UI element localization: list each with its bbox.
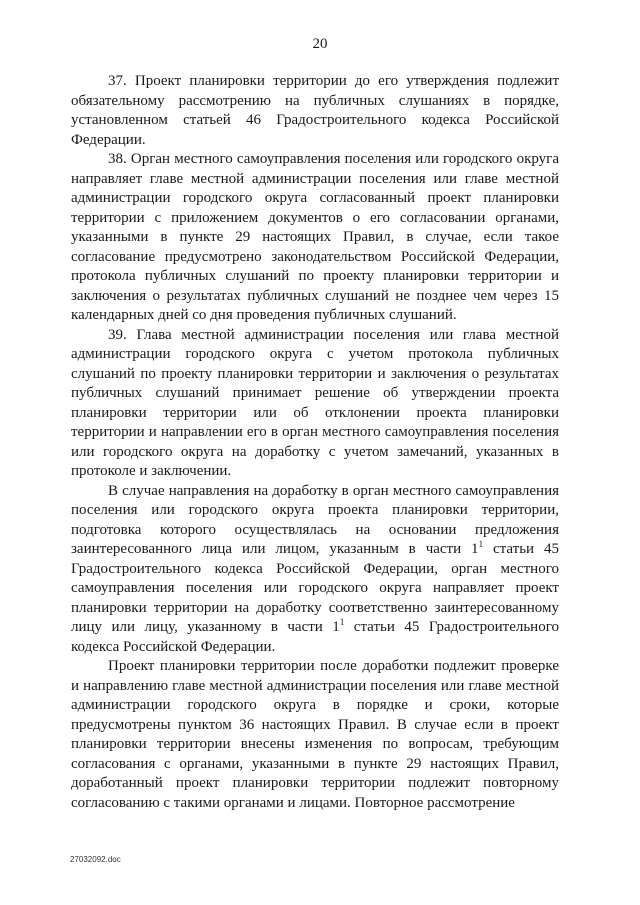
paragraph-rework-part-3: статьи 45 Градостроительного кодекса Российской Федерации. — [71, 619, 559, 655]
paragraph-rework-part-2: статьи 45 Градостроительного кодекса Российской Федерации, орган местного самоуправления поселения или городского округа направляет проект планировки территории на доработку соответственно заинтересованному лицу или лицу, указанному в части 1 — [71, 541, 559, 635]
paragraph-38: 38. Орган местного самоуправления поселения или городского округа направляет главе местной администрации поселения или главе местной администрации городского округа согласованный проект планировки территории с приложением документов о его согласовании органами, указанными в пункте 29 настоящих Правил, в случае, если такое согласование предусмотрено законодательством Российской Федерации, протокола публичных слушаний по проекту планировки территории и заключения о результатах публичных слушаний не позднее чем через 15 календарных дней со дня проведения публичных слушаний. — [71, 151, 559, 323]
paragraph-rework-part-1: В случае направления на доработку в орган местного самоуправления поселения или городского округа проекта планировки территории, подготовка которого осуществлялась на основании предложения заинтересованного лица или лицом, указанным в части 1 — [71, 482, 559, 557]
paragraph-rework — [71, 482, 559, 658]
document-body — [71, 72, 559, 813]
superscript-1: 1 — [478, 539, 484, 549]
paragraph-37: 37. Проект планировки территории до его утверждения подлежит обязательному рассмотрению на публичных слушаниях в порядке, установленном статьей 46 Градостроительного кодекса Российской Федерации. — [71, 73, 559, 148]
file-name-footer: 27032092.doc — [70, 855, 121, 864]
paragraph-39: 39. Глава местной администрации поселения или глава местной администрации городского округа с учетом протокола публичных слушаний по проекту планировки территории и заключения о результатах публичных слушаний принимает решение об утверждении проекта планировки территории или об отклонении проекта планировки территории и направлении его в орган местного самоуправления поселения или городского округа на доработку с учетом замечаний, указанных в протоколе и заключении. — [71, 326, 559, 479]
page-number: 20 — [312, 36, 328, 52]
superscript-2: 1 — [339, 617, 345, 627]
paragraph-after-rework: Проект планировки территории после доработки подлежит проверке и направлению главе местной администрации поселения или главе местной администрации городского округа в порядке и сроки, которые предусмотрены пунктом 36 настоящих Правил. В случае если в проект планировки территории внесены изменения по вопросам, требующим согласования с органами, указанными в пункте 29 настоящих Правил, доработанный проект планировки территории подлежит повторному согласованию с такими органами и лицами. Повторное рассмотрение — [71, 658, 559, 811]
